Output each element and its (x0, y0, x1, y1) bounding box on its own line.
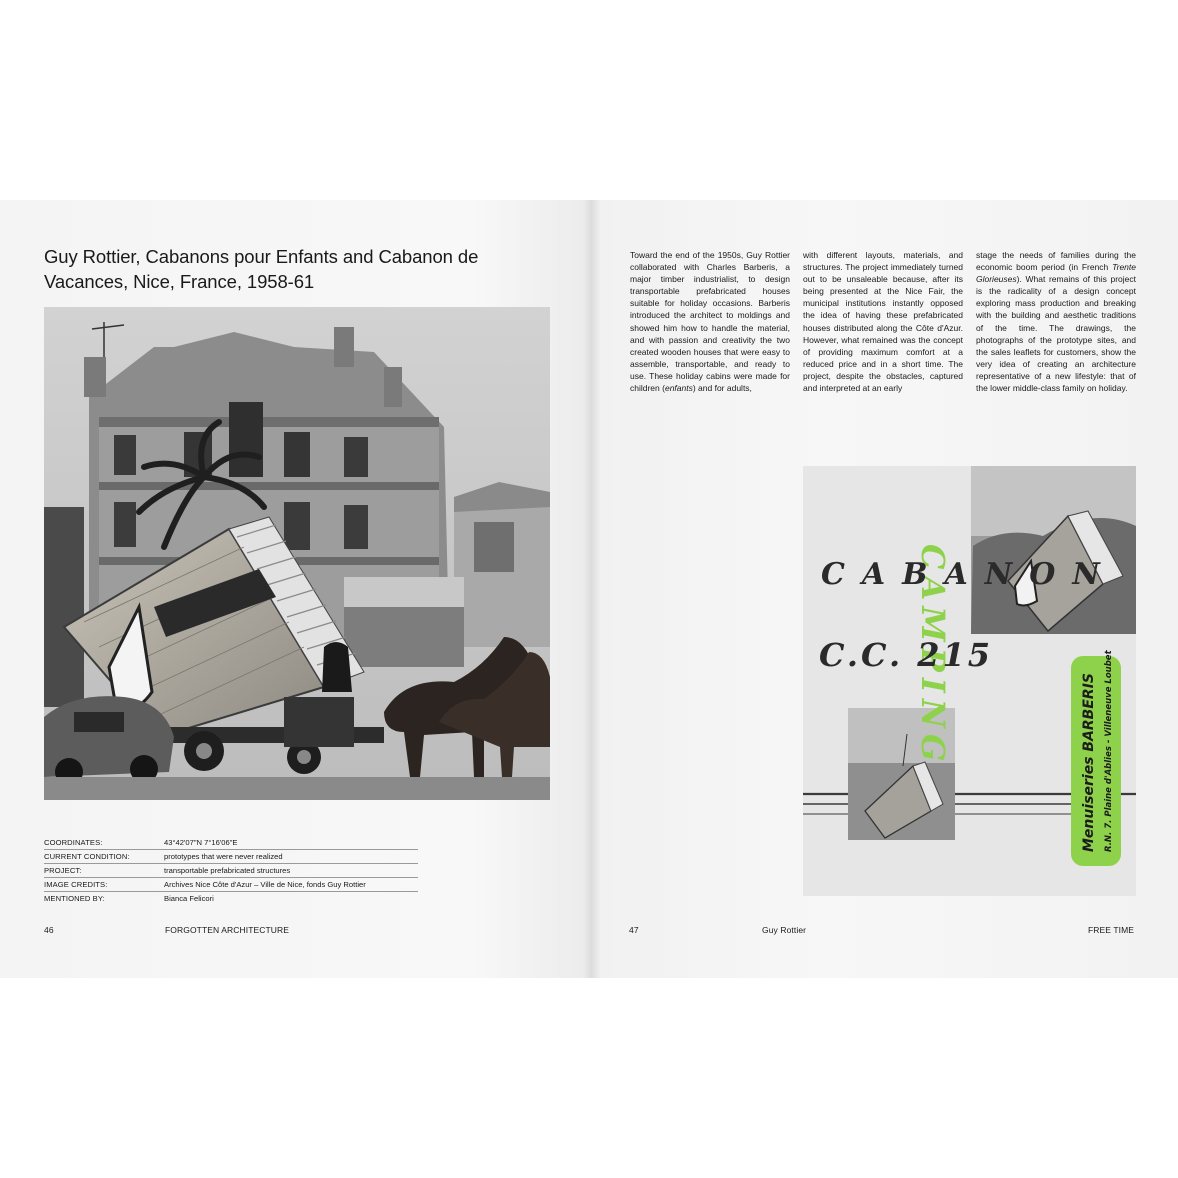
right-running-head: FREE TIME (1088, 925, 1135, 935)
meta-row-mentioned: MENTIONED BY: Bianca Felicori (44, 894, 214, 903)
page-title: Guy Rottier, Cabanons pour Enfants and Cabanon de Vacances, Nice, France, 1958-61 (44, 246, 479, 292)
leaflet-cabanon-word: CABANON (821, 557, 1117, 592)
leaflet-camping-word: CAMPING (914, 544, 952, 768)
meta-row-coordinates: COORDINATES: 43°42'07"N 7°16'06"E (44, 836, 418, 850)
right-page-number: 47 (629, 925, 639, 935)
leaflet-sticker-line1: Menuiseries BARBERIS (1081, 673, 1097, 852)
body-column-1: Toward the end of the 1950s, Guy Rottier collaborated with Charles Barberis, a major timber industrialist, to design transportable prefabricated houses suitable for holiday occasions. Barberis introduced the architect to moldings and showed him how to handle the material, and with passion and creativity the two created wooden houses that were easy to assemble, transportable, and ready to use. These holiday cabins were made for children (enfants) and for adults, (630, 250, 790, 394)
right-running-head-center: Guy Rottier (762, 925, 807, 935)
leaflet-model-code: C.C. 215 (819, 636, 994, 674)
body-column-3: stage the needs of families during the economic boom period (in French Trente Glorieuses). What remains of this project is the radicality of a design concept exploring mass production and breaking with the building and aesthetic traditions of the time. The drawings, the photographs of the prototype sites, and the sales leaflets for customers, show the very idea of creating an architecture representative of a new lifestyle: that of the lower middle-class family on holiday. (976, 250, 1136, 394)
book-spread (0, 200, 1178, 978)
leaflet-sticker-line2: R.N. 7. Plaine d'Ablies - Villeneuve Loubet (1104, 650, 1114, 852)
meta-row-credits: IMAGE CREDITS: Archives Nice Côte d'Azur – Ville de Nice, fonds Guy Rottier (44, 878, 418, 892)
body-column-2: with different layouts, materials, and structures. The project immediately turned out to be unsaleable because, after its being presented at the Nice Fair, the municipal institutions instantly opposed the idea of having these prefabricated houses distributed along the Côte d'Azur. However, what remained was the concept of providing maximum comfort at a reduced price and in a short time. The project, despite the obstacles, captured and interpreted at an early (803, 250, 963, 394)
meta-row-condition: CURRENT CONDITION: prototypes that were never realized (44, 850, 418, 864)
left-page-number: 46 (44, 925, 54, 935)
meta-row-project: PROJECT: transportable prefabricated structures (44, 864, 418, 878)
left-running-head: FORGOTTEN ARCHITECTURE (165, 925, 290, 935)
cabin-transport-photo (44, 307, 550, 800)
project-metadata-table (44, 836, 418, 905)
sales-leaflet-image (803, 466, 1136, 896)
